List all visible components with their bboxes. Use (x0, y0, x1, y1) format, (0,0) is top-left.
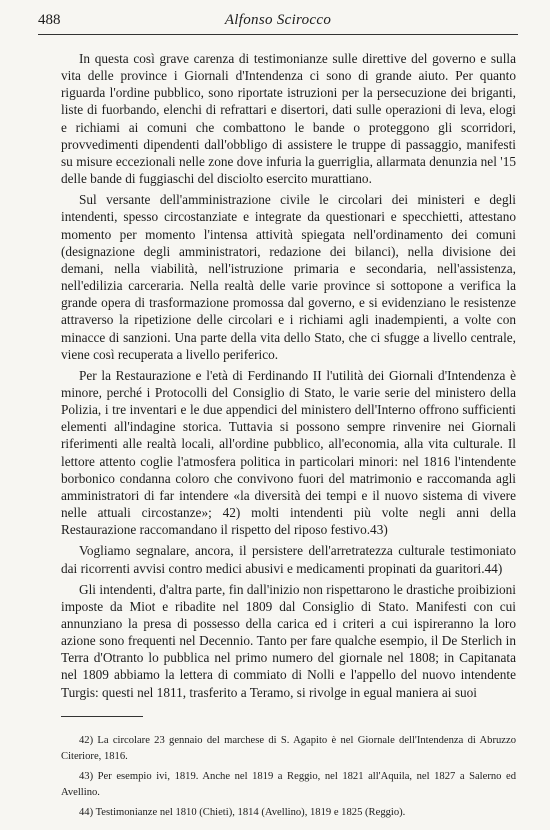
paragraph: Sul versante dell'amministrazione civile le circolari dei ministeri e degli intendenti, spesso circostanziate e integrate da questionari e specchietti, attestano momento per momento l'intensa attività spiegata nell'ordinamento dei comuni (designazione degli amministratori, redazione dei bilanci), nella divisione dei demani, nella viabilità, nell'istruzione primaria e secondaria, nell'assistenza, nell'edilizia carceraria. Nella realtà delle varie province si sottopone a verifica la grande opera di trasformazione promossa dal governo, e si evidenziano le resistenze attraverso la ripetizione delle circolari e i richiami agli inadempienti, a volte con minacce di sanzioni. Una parte della vita dello Stato, che ci sfugge a livello centrale, viene così recuperata a livello periferico. (61, 192, 516, 362)
page-header (38, 10, 518, 35)
footnote-separator (61, 716, 143, 717)
page-number: 488 (38, 12, 61, 28)
footnotes (61, 733, 516, 826)
footnote: 42) La circolare 23 gennaio del marchese di S. Agapito è nel Giornale dell'Intendenza di Abruzzo Citeriore, 1816. (61, 735, 516, 762)
paragraph: Per la Restaurazione e l'età di Ferdinando II l'utilità dei Giornali d'Intendenza è minore, perché i Protocolli del Consiglio di Stato, le varie serie del ministero della Polizia, i tre inventari e le due appendici del ministero dell'Interno offrono sufficienti elementi all'indagine storica. Tuttavia si possono sempre rinvenire nei Giornali riferimenti alle realtà locali, all'ordine pubblico, all'economia, alla vita culturale. Il lettore attento coglie l'atmosfera politica in particolari minori: nel 1816 l'intendente borbonico condanna coloro che convivono fuori del matrimonio e raccomanda agli amministratori di far intendere «la diversità dei tempi e il nuovo sistema di vivere nelle attuali circostanze»; 42) molti intendenti più volte negli anni della Restaurazione raccomandano il rispetto del riposo festivo.43) (61, 367, 516, 538)
footnote: 43) Per esempio ivi, 1819. Anche nel 1819 a Reggio, nel 1821 all'Aquila, nel 1827 a Salerno ed Avellino. (61, 771, 516, 798)
paragraph: Gli intendenti, d'altra parte, fin dall'inizio non rispettarono le drastiche proibizioni imposte da Miot e ribadite nel 1809 dal Consiglio di Stato. Manifesti con cui annunziano la presa di possesso della carica ed i criteri a cui ispireranno la loro azione sono frequenti nel Decennio. Tanto per fare qualche esempio, il De Sterlich in Terra d'Otranto lo pubblica nel primo numero del giornale nel 1808; in Capitanata nel 1809 abbiamo la lettera di commiato di Nolli e l'appello del nuovo intendente Turgis: questi nel 1811, trasferito a Teramo, si rivolge in egual maniera ai suoi (61, 581, 516, 700)
paragraph: Vogliamo segnalare, ancora, il persistere dell'arretratezza culturale testimoniato dai ricorrenti avvisi contro medici abusivi e medicamenti propinati da guaritori.44) (61, 543, 516, 576)
footnote: 44) Testimonianze nel 1810 (Chieti), 1814 (Avellino), 1819 e 1825 (Reggio). (79, 807, 406, 818)
body-text (61, 50, 516, 701)
running-title: Alfonso Scirocco (224, 12, 332, 28)
paragraph: In questa così grave carenza di testimonianze sulle direttive del governo e sulla vita delle province i Giornali d'Intendenza ci sono di grande aiuto. Per quanto riguarda l'ordine pubblico, sono riportate istruzioni per la persecuzione dei briganti, liste di fuorbando, elenchi di refrattari e disertori, dati sulle operazioni di leva, elogi e richiami ai comuni che combattono le bande o proteggono gli scorridori, provvedimenti dipendenti dall'obbligo di assistere le truppe di passaggio, manifesti su misure eccezionali nelle zone dove infuria la guerriglia, allarmata denunzia nel '15 delle bande di fuggiaschi del disciolto esercito murattiano. (61, 51, 516, 187)
